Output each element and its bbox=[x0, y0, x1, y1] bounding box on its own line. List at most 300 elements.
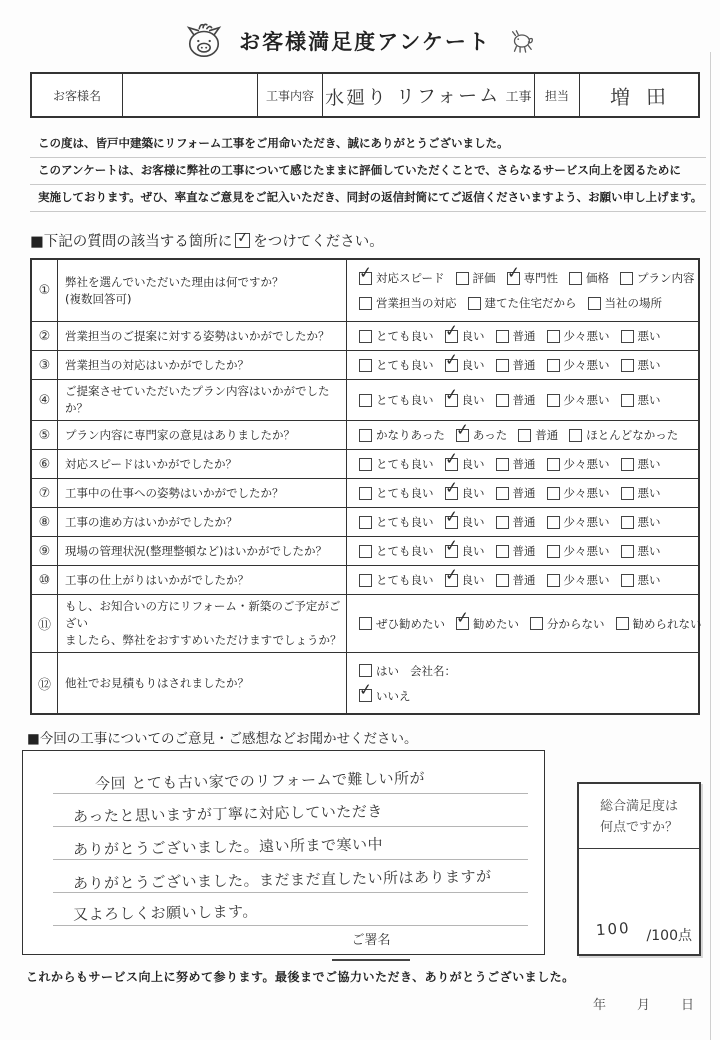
question-row bbox=[32, 449, 698, 478]
checkbox[interactable] bbox=[359, 617, 372, 630]
option bbox=[468, 295, 577, 311]
checkbox[interactable] bbox=[547, 516, 560, 529]
option-label: ほとんどなかった bbox=[586, 428, 679, 442]
checkbox[interactable] bbox=[359, 516, 372, 529]
intro-line: 実施しております。ぜひ、率直なご意見をご記入いただき、同封の返信封筒にてご返信くださいますよう、お願い申し上げます。 bbox=[30, 185, 706, 212]
checkbox[interactable] bbox=[443, 476, 459, 500]
handwritten-comment: 今回 とても古い家でのリフォームで難しい所が bbox=[94, 769, 426, 793]
checkbox[interactable] bbox=[456, 272, 469, 285]
option bbox=[505, 261, 559, 286]
question-text bbox=[58, 566, 347, 594]
score-denominator: /100点 bbox=[646, 928, 692, 944]
option-label: 良い bbox=[461, 515, 485, 529]
option-label: 建てた住宅だから bbox=[484, 296, 577, 310]
question-text-line: 工事の仕上がりはいかがでしたか？ bbox=[65, 572, 249, 587]
option bbox=[496, 543, 536, 559]
checkbox[interactable] bbox=[588, 297, 601, 310]
question-text bbox=[58, 450, 347, 478]
question-text-line: 工事の進め方はいかがでしたか？ bbox=[65, 514, 238, 529]
option bbox=[443, 447, 485, 472]
score-heading-line1: 総合満足度は bbox=[599, 799, 678, 814]
comment-line bbox=[53, 794, 528, 827]
question-text bbox=[58, 322, 347, 350]
option-label: とても良い bbox=[376, 329, 434, 343]
option-label: 普通 bbox=[512, 515, 536, 529]
option bbox=[443, 383, 485, 408]
options-line bbox=[359, 505, 692, 530]
question-row bbox=[32, 478, 698, 507]
checkbox[interactable] bbox=[359, 458, 372, 471]
customer-name-field[interactable] bbox=[122, 74, 257, 116]
option bbox=[359, 663, 399, 679]
checkbox[interactable] bbox=[621, 487, 634, 500]
options-cell bbox=[347, 380, 698, 420]
option-text bbox=[410, 663, 456, 679]
option bbox=[616, 616, 702, 632]
option-label: 営業担当の対応 bbox=[376, 296, 457, 310]
option-label: いいえ bbox=[376, 688, 411, 703]
option-label: 良い bbox=[461, 393, 485, 407]
options-line bbox=[359, 447, 692, 472]
check-mark-icon: ✓ bbox=[443, 534, 459, 556]
checkbox[interactable] bbox=[496, 545, 509, 558]
option-label: 少々悪い bbox=[563, 393, 610, 407]
comment-line bbox=[53, 860, 528, 893]
option bbox=[454, 607, 519, 632]
options-line bbox=[357, 261, 695, 286]
option bbox=[547, 572, 610, 588]
option-label: 普通 bbox=[512, 486, 536, 500]
question-text bbox=[58, 479, 347, 507]
option-label: とても良い bbox=[376, 544, 434, 558]
checkbox[interactable] bbox=[621, 574, 634, 587]
option bbox=[547, 392, 610, 408]
comment-line bbox=[53, 761, 528, 794]
question-number: ⑧ bbox=[32, 508, 58, 536]
option bbox=[359, 427, 445, 443]
question-row bbox=[32, 652, 698, 713]
date-label: 年 bbox=[592, 998, 606, 1013]
option bbox=[357, 679, 411, 704]
checkbox[interactable] bbox=[496, 394, 509, 407]
question-text-line: 弊社を選んでいただいた理由は何ですか？ bbox=[65, 274, 284, 289]
option-label: 勧められない bbox=[632, 616, 702, 631]
checkbox[interactable] bbox=[496, 516, 509, 529]
checkbox[interactable] bbox=[496, 330, 509, 343]
score-value-area[interactable] bbox=[579, 849, 699, 954]
option-label: 良い bbox=[461, 544, 485, 558]
question-number: ② bbox=[32, 322, 58, 350]
checkbox[interactable] bbox=[359, 429, 372, 442]
checkbox[interactable] bbox=[547, 458, 560, 471]
option-label: とても良い bbox=[376, 457, 434, 471]
question-number: ⑫ bbox=[32, 653, 58, 713]
check-mark-icon: ✓ bbox=[357, 261, 374, 283]
option-label: とても良い bbox=[376, 358, 434, 372]
options-cell bbox=[347, 447, 698, 478]
question-text-line: プラン内容に専門家の意見はありましたか？ bbox=[65, 427, 295, 442]
option bbox=[621, 485, 661, 501]
page-title: お客様満足度アンケート bbox=[239, 30, 491, 54]
options-line bbox=[359, 319, 692, 344]
handwritten-comment: あったと思いますが丁寧に対応していただき bbox=[72, 802, 384, 826]
option-label: プラン内容 bbox=[637, 271, 695, 285]
option-label: とても良い bbox=[376, 573, 434, 587]
option bbox=[547, 485, 610, 501]
options-cell bbox=[347, 595, 708, 652]
option bbox=[359, 392, 434, 408]
option bbox=[621, 328, 661, 344]
check-mark-icon: ✓ bbox=[443, 383, 459, 405]
option-label: 少々悪い bbox=[563, 358, 610, 372]
handwritten-comment: ありがとうございました。まだまだ直したい所はありますが bbox=[72, 867, 492, 893]
check-mark-icon: ✓ bbox=[443, 319, 459, 341]
score-heading-line2: 何点ですか？ bbox=[599, 820, 678, 835]
option-label: 当社の場所 bbox=[604, 296, 662, 310]
question-row bbox=[32, 594, 702, 652]
option bbox=[443, 534, 485, 559]
checkbox[interactable] bbox=[547, 359, 560, 372]
checkbox[interactable] bbox=[616, 617, 629, 630]
check-mark-icon: ✓ bbox=[443, 476, 459, 498]
checkbox[interactable] bbox=[468, 297, 481, 310]
option bbox=[518, 427, 558, 443]
checkbox[interactable] bbox=[454, 418, 471, 442]
option bbox=[569, 427, 678, 443]
score-box bbox=[577, 782, 701, 956]
option-label: 良い bbox=[461, 486, 485, 500]
option-label: 会社名： bbox=[410, 663, 456, 678]
options-line bbox=[359, 607, 702, 632]
option-label: 普通 bbox=[512, 329, 536, 343]
option bbox=[530, 616, 605, 632]
options-cell bbox=[347, 319, 698, 350]
options-cell bbox=[347, 534, 698, 565]
staff-handwriting: 増田 bbox=[609, 83, 683, 110]
checkbox[interactable] bbox=[530, 617, 543, 630]
option bbox=[496, 328, 536, 344]
option-label: 専門性 bbox=[523, 271, 559, 285]
checkbox[interactable] bbox=[547, 330, 560, 343]
option bbox=[621, 392, 661, 408]
checkbox[interactable] bbox=[359, 545, 372, 558]
question-text-line: 現場の管理状況(整理整頓など)はいかがでしたか？ bbox=[65, 543, 327, 558]
option-label: 少々悪い bbox=[563, 515, 610, 529]
instruction-heading bbox=[30, 230, 384, 251]
check-mark-icon: ✓ bbox=[454, 418, 471, 440]
checkbox[interactable] bbox=[621, 458, 634, 471]
option-label: 良い bbox=[461, 358, 485, 372]
option bbox=[357, 261, 445, 286]
work-content-handwriting: 水廻り リフォーム bbox=[325, 83, 501, 110]
intro-line: この度は、皆戸中建築にリフォーム工事をご用命いただき、誠にありがとうございました。 bbox=[30, 131, 706, 158]
option bbox=[621, 357, 661, 373]
intro-line: このアンケートは、お客様に弊社の工事について感じたままに評価していただくことで、さらなるサービス向上を図るために bbox=[30, 158, 706, 185]
option-label: 対応スピード bbox=[376, 271, 445, 285]
options-cell bbox=[347, 418, 698, 449]
option bbox=[569, 270, 609, 286]
option-label: 良い bbox=[461, 457, 485, 471]
checkbox[interactable] bbox=[620, 272, 633, 285]
option-label: 悪い bbox=[637, 515, 661, 529]
question-number: ⑨ bbox=[32, 537, 58, 565]
checkbox[interactable] bbox=[505, 261, 521, 285]
option-label: 普通 bbox=[512, 544, 536, 558]
option bbox=[443, 476, 485, 501]
option-label: 良い bbox=[461, 573, 485, 587]
scan-edge-artifact bbox=[710, 52, 711, 1040]
checkbox[interactable] bbox=[547, 545, 560, 558]
option-label: 評価 bbox=[472, 271, 496, 285]
checkbox[interactable] bbox=[443, 447, 459, 471]
checkbox[interactable] bbox=[443, 534, 459, 558]
option-label: 悪い bbox=[637, 486, 661, 500]
options-line bbox=[357, 679, 692, 704]
option bbox=[443, 348, 485, 373]
score-handwriting: 100 bbox=[595, 918, 632, 940]
signature-block bbox=[311, 929, 431, 961]
checkbox[interactable] bbox=[496, 458, 509, 471]
option bbox=[621, 456, 661, 472]
score-heading bbox=[579, 784, 699, 849]
option bbox=[496, 572, 536, 588]
checkbox[interactable] bbox=[621, 330, 634, 343]
checkbox[interactable] bbox=[621, 516, 634, 529]
question-number: ⑩ bbox=[32, 566, 58, 594]
option bbox=[359, 485, 434, 501]
question-number: ⑪ bbox=[32, 595, 58, 652]
option bbox=[547, 543, 610, 559]
option-label: 悪い bbox=[637, 457, 661, 471]
question-text bbox=[58, 380, 347, 420]
comment-box[interactable] bbox=[22, 750, 545, 955]
option bbox=[443, 563, 485, 588]
option bbox=[547, 456, 610, 472]
checkbox[interactable] bbox=[621, 359, 634, 372]
checkbox[interactable] bbox=[359, 359, 372, 372]
option-label: とても良い bbox=[376, 486, 434, 500]
option-label: 悪い bbox=[637, 573, 661, 587]
option bbox=[359, 357, 434, 373]
option bbox=[443, 505, 485, 530]
option bbox=[621, 514, 661, 530]
checkbox[interactable] bbox=[569, 429, 582, 442]
option bbox=[496, 514, 536, 530]
options-line bbox=[359, 418, 692, 443]
option bbox=[547, 328, 610, 344]
checkbox[interactable] bbox=[569, 272, 582, 285]
question-text-line: 対応スピードはいかがでしたか？ bbox=[65, 456, 238, 471]
option bbox=[359, 572, 434, 588]
options-cell bbox=[347, 653, 698, 713]
checkbox[interactable] bbox=[357, 679, 374, 702]
option-label: 普通 bbox=[512, 457, 536, 471]
question-text-line: ましたら、弊社をおすすめいただけますでしょうか？ bbox=[65, 633, 342, 647]
check-mark-icon: ✓ bbox=[236, 229, 250, 247]
comment-line bbox=[53, 893, 528, 926]
question-number: ⑦ bbox=[32, 479, 58, 507]
checkbox[interactable] bbox=[496, 487, 509, 500]
question-text bbox=[58, 508, 347, 536]
options-line bbox=[359, 383, 692, 408]
options-cell bbox=[347, 505, 698, 536]
checkbox[interactable] bbox=[359, 330, 372, 343]
question-text-line: 営業担当の対応はいかがでしたか？ bbox=[65, 357, 249, 372]
option-label: 少々悪い bbox=[563, 486, 610, 500]
question-row bbox=[32, 260, 698, 321]
question-text-line: ご提案させていただいたプラン内容はいかがでしたか？ bbox=[65, 384, 330, 415]
checkbox[interactable] bbox=[454, 607, 471, 630]
checkbox[interactable] bbox=[547, 574, 560, 587]
question-row bbox=[32, 565, 698, 594]
checkbox[interactable] bbox=[443, 505, 459, 529]
option-label: 価格 bbox=[586, 271, 610, 285]
checked-box-icon bbox=[235, 229, 250, 248]
options-cell bbox=[347, 476, 698, 507]
option-label: 少々悪い bbox=[563, 573, 610, 587]
option-label: 普通 bbox=[512, 393, 536, 407]
instruction-suffix: をつけてください。 bbox=[253, 234, 384, 250]
footer-note: これからもサービス向上に努めて参ります。最後までご協力いただき、ありがとうございました。 bbox=[26, 970, 575, 984]
checkbox[interactable] bbox=[621, 545, 634, 558]
option-label: 少々悪い bbox=[563, 329, 610, 343]
checkbox[interactable] bbox=[518, 429, 531, 442]
check-mark-icon: ✓ bbox=[443, 505, 459, 527]
option-label: ぜひ勧めたい bbox=[376, 616, 445, 631]
options-cell bbox=[347, 260, 701, 321]
checkbox[interactable] bbox=[359, 394, 372, 407]
question-number: ④ bbox=[32, 380, 58, 420]
checkbox[interactable] bbox=[496, 574, 509, 587]
checkbox[interactable] bbox=[443, 563, 459, 587]
pig-face-icon bbox=[185, 22, 223, 60]
intro-block bbox=[30, 131, 706, 212]
date-label: 日 bbox=[680, 998, 694, 1013]
question-number: ① bbox=[32, 260, 58, 321]
question-row bbox=[32, 350, 698, 379]
option-label: とても良い bbox=[376, 515, 434, 529]
checkbox[interactable] bbox=[547, 487, 560, 500]
question-row bbox=[32, 321, 698, 350]
option bbox=[496, 456, 536, 472]
question-number: ⑥ bbox=[32, 450, 58, 478]
title-row bbox=[0, 22, 720, 60]
signature-label: ご署名 bbox=[351, 933, 391, 948]
question-text bbox=[58, 653, 347, 713]
option-label: 勧めたい bbox=[473, 616, 519, 631]
question-row bbox=[32, 507, 698, 536]
option-label: はい bbox=[376, 663, 399, 678]
signature-line[interactable] bbox=[332, 959, 410, 961]
staff-field[interactable] bbox=[579, 74, 698, 116]
options-cell bbox=[347, 348, 698, 379]
checkbox[interactable] bbox=[443, 348, 459, 372]
question-text bbox=[58, 595, 347, 652]
question-text-line: 工事中の仕事への姿勢はいかがでしたか？ bbox=[65, 485, 284, 500]
option bbox=[359, 456, 434, 472]
options-line bbox=[359, 476, 692, 501]
option bbox=[496, 392, 536, 408]
checkbox[interactable] bbox=[547, 394, 560, 407]
date-fields bbox=[593, 994, 694, 1013]
check-mark-icon: ✓ bbox=[443, 348, 459, 370]
work-content-suffix: 工事 bbox=[505, 89, 532, 105]
option bbox=[620, 270, 695, 286]
checkbox[interactable] bbox=[496, 359, 509, 372]
option-label: 悪い bbox=[637, 358, 661, 372]
check-mark-icon: ✓ bbox=[443, 447, 459, 469]
option bbox=[359, 616, 445, 632]
option bbox=[547, 514, 610, 530]
checkbox[interactable] bbox=[621, 394, 634, 407]
option bbox=[443, 319, 485, 344]
checkbox[interactable] bbox=[359, 487, 372, 500]
option bbox=[359, 295, 457, 311]
question-row bbox=[32, 536, 698, 565]
question-text bbox=[58, 260, 347, 321]
option bbox=[588, 295, 663, 311]
option bbox=[454, 418, 508, 443]
option bbox=[359, 328, 434, 344]
comments-heading: ■今回の工事についてのご意見・ご感想などお聞かせください。 bbox=[27, 731, 418, 747]
checkbox[interactable] bbox=[443, 319, 459, 343]
option-label: かなりあった bbox=[376, 428, 445, 442]
checkbox[interactable] bbox=[359, 574, 372, 587]
question-text-line: 営業担当のご提案に対する姿勢はいかがでしたか？ bbox=[65, 328, 330, 343]
option-label: 普通 bbox=[512, 573, 536, 587]
option-label: 少々悪い bbox=[563, 457, 610, 471]
option-label: とても良い bbox=[376, 393, 434, 407]
handwritten-comment: 又よろしくお願いします。 bbox=[72, 902, 258, 924]
comment-line bbox=[53, 827, 528, 860]
options-line bbox=[359, 534, 692, 559]
check-mark-icon: ✓ bbox=[443, 563, 459, 585]
checkbox[interactable] bbox=[359, 297, 372, 310]
work-content-field[interactable] bbox=[322, 74, 534, 116]
staff-label: 担当 bbox=[534, 74, 579, 116]
options-cell bbox=[347, 563, 698, 594]
option-label: 悪い bbox=[637, 329, 661, 343]
option-label: あった bbox=[472, 428, 508, 442]
checkbox[interactable] bbox=[359, 664, 372, 677]
check-mark-icon: ✓ bbox=[357, 679, 374, 700]
question-text-line: (複数回答可) bbox=[65, 291, 132, 306]
option bbox=[621, 572, 661, 588]
checkbox[interactable] bbox=[357, 261, 374, 285]
work-content-label: 工事内容 bbox=[257, 74, 322, 116]
option bbox=[621, 543, 661, 559]
option bbox=[359, 514, 434, 530]
question-number: ③ bbox=[32, 351, 58, 379]
options-line bbox=[359, 563, 692, 588]
question-text-line: もし、お知合いの方にリフォーム・新築のご予定がござい bbox=[65, 599, 341, 630]
question-text bbox=[58, 351, 347, 379]
check-mark-icon: ✓ bbox=[505, 261, 521, 283]
question-row bbox=[32, 420, 698, 449]
date-label: 月 bbox=[636, 998, 650, 1013]
option bbox=[359, 543, 434, 559]
header-table bbox=[30, 72, 700, 118]
option-label: 良い bbox=[461, 329, 485, 343]
comment-lines bbox=[23, 761, 544, 926]
question-text bbox=[58, 537, 347, 565]
option bbox=[496, 485, 536, 501]
running-pig-icon bbox=[507, 28, 535, 54]
checkbox[interactable] bbox=[443, 383, 459, 407]
option-label: 普通 bbox=[512, 358, 536, 372]
option bbox=[496, 357, 536, 373]
instruction-prefix: ■下記の質問の該当する箇所に bbox=[30, 234, 233, 250]
